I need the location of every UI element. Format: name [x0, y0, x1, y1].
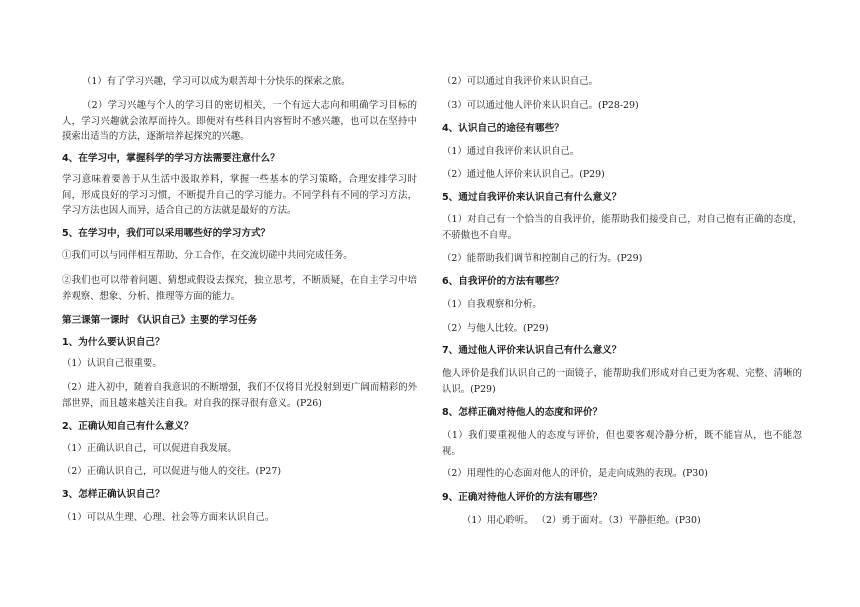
- paragraph-interest-1: （1）有了学习兴趣，学习可以成为艰苦却十分快乐的探索之旅。: [82, 76, 351, 87]
- question-heading-r5: 5、通过自我评价来认识自己有什么意义？: [442, 192, 622, 203]
- answer-2-2: （2）正确认识自己，可以促进与他人的交往。(P27): [62, 466, 282, 477]
- question-heading-r8: 8、怎样正确对待他人的态度和评价？: [442, 407, 603, 418]
- answer-3-1: （1）可以从生理、心理、社会等方面来认识自己。: [62, 512, 275, 523]
- answer-r9: （1）用心聆听。 （2）勇于面对。（3）平静拒绝。(P30): [462, 515, 701, 526]
- answer-r5-1: （1）对自己有一个恰当的自我评价，能帮助我们接受自己，对自己抱有正确的态度，不骄傲也不自卑。: [442, 214, 802, 241]
- answer-r7: 他人评价是我们认识自己的一面镜子，能帮助我们形成对自己更为客观、完整、清晰的认识。(P29): [442, 368, 802, 395]
- question-heading-r7: 7、通过他人评价来认识自己有什么意义？: [442, 345, 622, 356]
- question-heading-3: 3、怎样正确认识自己？: [62, 489, 165, 500]
- paragraph-methods: 学习意味着要善于从生活中汲取养料，掌握一些基本的学习策略，合理安排学习时间，形成良好的学习习惯，不断提升自己的学习能力。不同学科有不同的学习方法，学习方法也因人而异，适合自己的方法就是最好的方法。: [62, 174, 417, 216]
- answer-1-1: （1）认识自己很重要。: [62, 358, 162, 369]
- paragraph-interest-2: （2）学习兴趣与个人的学习目的密切相关，一个有远大志向和明确学习目标的人，学习兴趣就会浓厚而持久。即便对有些科目内容暂时不感兴趣，也可以在坚持中摸索出适当的方法，逐渐培养起探究的兴趣。: [62, 100, 417, 142]
- question-heading-5: 5、在学习中，我们可以采用哪些好的学习方式？: [62, 228, 271, 239]
- answer-2-1: （1）正确认识自己，可以促进自我发展。: [62, 443, 237, 454]
- answer-1-2: （2）进入初中，随着自我意识的不断增强，我们不仅将目光投射到更广阔而精彩的外部世界，而且越来越关注自我。对自我的探寻很有意义。(P26): [62, 382, 417, 409]
- answer-r8-2: （2）用理性的心态面对他人的评价，是走向成熟的表现。(P30): [442, 468, 708, 479]
- question-heading-r4: 4、认识自己的途径有哪些？: [442, 123, 564, 134]
- question-heading-r9: 9、正确对待他人评价的方法有哪些？: [442, 492, 603, 503]
- answer-3-2: （2）可以通过自我评价来认识自己。: [442, 76, 598, 87]
- answer-r5-2: （2）能帮助我们调节和控制自己的行为。(P29): [442, 253, 643, 264]
- answer-r6-2: （2）与他人比较。(P29): [442, 323, 549, 334]
- paragraph-cooperation: ①我们可以与同伴相互帮助、分工合作，在交流切磋中共同完成任务。: [62, 250, 353, 261]
- question-heading-2: 2、正确认知自己有什么意义？: [62, 421, 194, 432]
- answer-r4-1: （1）通过自我评价来认识自己。: [442, 146, 580, 157]
- answer-r4-2: （2）通过他人评价来认识自己。(P29): [442, 169, 605, 180]
- paragraph-inquiry: ②我们也可以带着问题、猜想或假设去探究，独立思考，不断质疑，在自主学习中培养观察、想象、分析、推理等方面的能力。: [62, 275, 417, 302]
- question-heading-r6: 6、自我评价的方法有哪些？: [442, 276, 564, 287]
- question-heading-1: 1、为什么要认识自己？: [62, 337, 165, 348]
- question-heading-4: 4、在学习中，掌握科学的学习方法需要注意什么？: [62, 153, 280, 164]
- lesson-heading: 第三课第一课时 《认识自己》主要的学习任务: [62, 315, 258, 326]
- answer-r8-1: （1）我们要重视他人的态度与评价，但也要客观冷静分析，既不能盲从，也不能忽视。: [442, 430, 802, 457]
- answer-3-3: （3）可以通过他人评价来认识自己。(P28-29): [442, 100, 639, 111]
- answer-r6-1: （1）自我观察和分析。: [442, 299, 542, 310]
